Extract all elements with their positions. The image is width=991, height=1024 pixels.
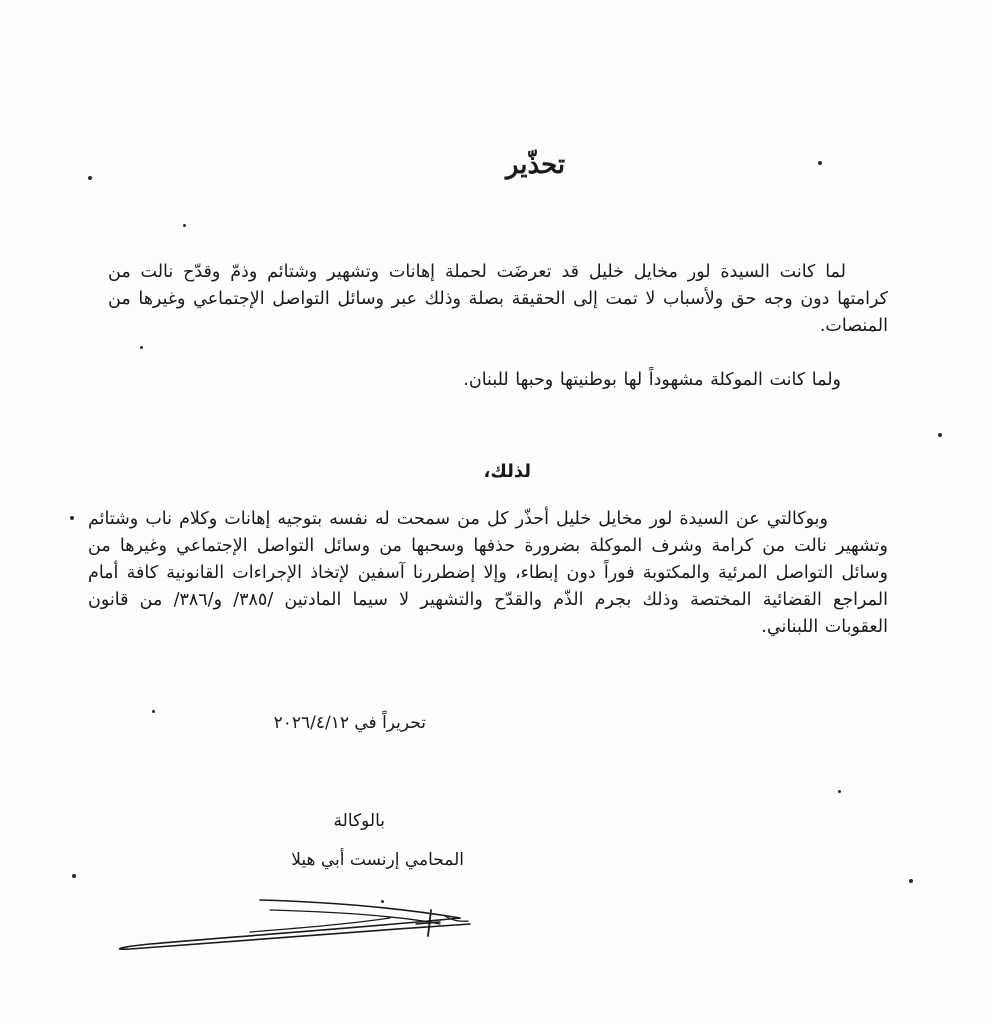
section-subheading: لذلك،: [483, 461, 531, 482]
scan-speck: [70, 516, 74, 520]
date-line: تحريراً في ٢٠٢٦/٤/١٢: [273, 713, 426, 733]
paragraph-intro-text: لما كانت السيدة لور مخايل خليل قد تعرضَت لحملة إهانات وتشهير وشتائم وذمّ وقدّح نالت من كرامتها دون وجه حق ولأسباب لا تمت إلى الحقيقة بصلة وذلك عبر وسائل التواصل الإجتماعي وغيرها من المنصات.: [108, 262, 888, 336]
scan-speck: [140, 346, 143, 349]
scan-speck: [938, 433, 942, 437]
document-title: [0, 150, 991, 180]
scan-speck: [838, 790, 841, 793]
paragraph-intro: [108, 259, 888, 340]
handwritten-signature: [100, 880, 480, 970]
lawyer-name: المحامي إرنست أبي هيلا: [291, 850, 464, 870]
paragraph-client-text: ولما كانت الموكلة مشهوداً لها بوطنيتها وحبها للبنان.: [463, 370, 841, 390]
scan-speck: [72, 874, 76, 878]
scan-speck: [909, 879, 913, 883]
paragraph-client: [201, 367, 841, 394]
proxy-label: بالوكالة: [333, 811, 385, 831]
paragraph-warning-text: وبوكالتي عن السيدة لور مخايل خليل أحذّر كل من سمحت له نفسه بتوجيه إهانات وكلام ناب وشتائم وتشهير نالت من كرامة وشرف الموكلة بضرورة حذفها وسحبها من وسائل التواصل الإجتماعي وغيرها من وسائل التواصل المرئية والمكتوبة فوراً دون إبطاء، وإلا إضطررنا آسفين لإتخاذ الإجراءات القانونية كافة أمام المراجع القضائية المختصة وذلك بجرم الذّم والقدّح والتشهير لا سيما المادتين /٣٨٥/ و/٣٨٦/ من قانون العقوبات اللبناني.: [88, 509, 888, 637]
title-text: تحذّير: [505, 150, 566, 180]
paragraph-warning: [88, 506, 888, 641]
scan-speck: [183, 224, 186, 227]
scan-speck: [152, 710, 155, 713]
